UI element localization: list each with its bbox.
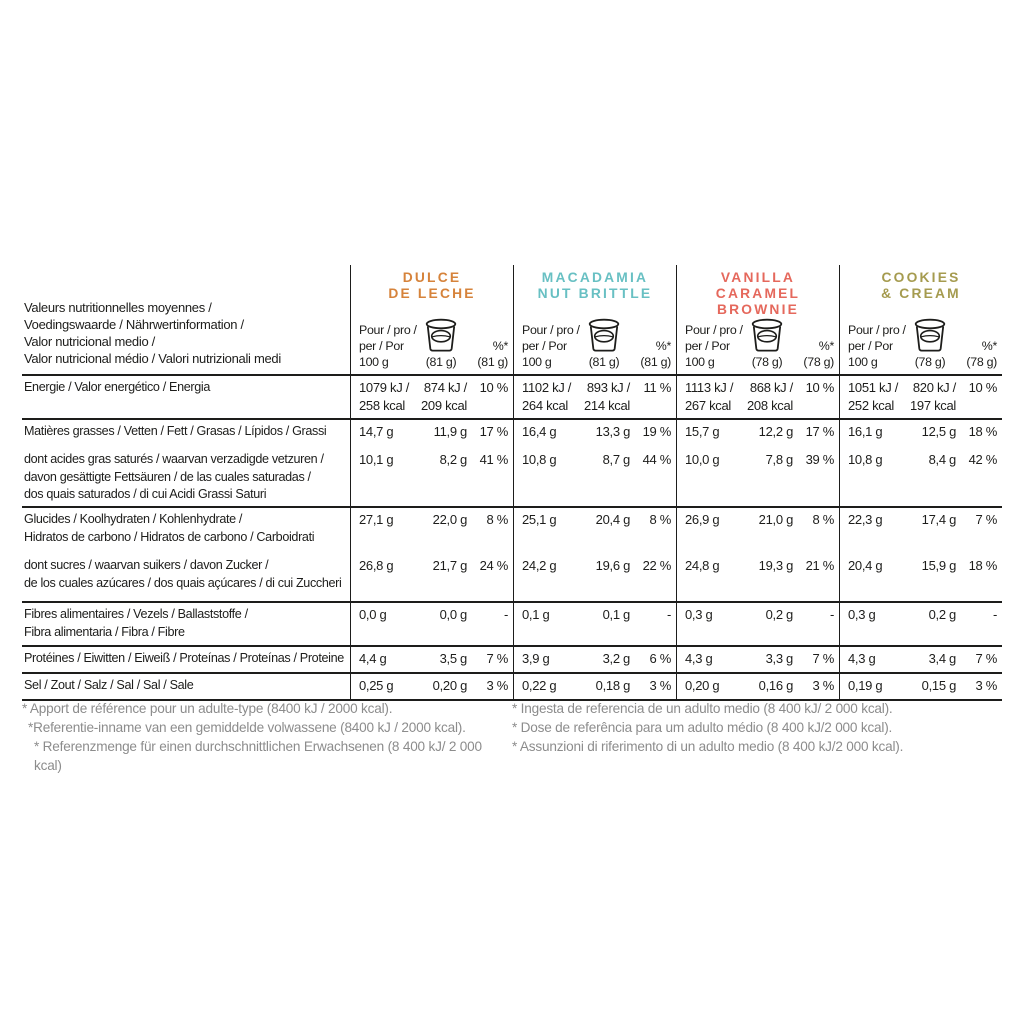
value-percent-ri: 39 %	[805, 452, 834, 467]
value-per-portion: 0,20 g	[432, 678, 467, 693]
value-per-100g: 10,0 g	[685, 452, 720, 467]
value-per-portion: 21,0 g	[758, 512, 793, 527]
flavor-values-cell	[839, 448, 1002, 506]
value-per-100g: 0,1 g	[522, 607, 550, 622]
value-percent-ri: -	[829, 607, 834, 622]
value-per-100g: 3,9 g	[522, 651, 550, 666]
percent-symbol: %*	[492, 339, 508, 353]
footnote: * Dose de referência para um adulto médio (8 400 kJ/2 000 kcal).	[512, 720, 893, 735]
per-portion-header	[578, 318, 630, 370]
value-per-100g: 15,7 g	[685, 424, 720, 439]
value-percent-ri: 11 %	[643, 380, 671, 395]
table-row-fibre	[22, 601, 1002, 645]
row-label: Energie / Valor energético / Energia	[24, 380, 210, 394]
value-per-portion: 820 kJ / 197 kcal	[909, 380, 956, 413]
value-percent-ri: 3 %	[486, 678, 508, 693]
value-percent-ri: 17 %	[805, 424, 834, 439]
flavor-values-cell	[676, 603, 839, 645]
value-percent-ri: 41 %	[479, 452, 508, 467]
footnotes	[22, 699, 1002, 775]
value-percent-ri: 6 %	[649, 651, 671, 666]
value-per-100g: 0,22 g	[522, 678, 557, 693]
table-row-protein	[22, 645, 1002, 672]
value-per-100g: 25,1 g	[522, 512, 557, 527]
value-percent-ri: 19 %	[642, 424, 671, 439]
flavor-values-cell	[676, 647, 839, 672]
value-per-portion: 0,15 g	[921, 678, 956, 693]
flavor-values-cell	[513, 647, 676, 672]
value-percent-ri: -	[992, 607, 997, 622]
value-percent-ri: 42 %	[968, 452, 997, 467]
table-row-fat	[22, 418, 1002, 448]
row-label: Fibres alimentaires / Vezels / Ballaststoffe / Fibra alimentaria / Fibra / Fibre	[24, 607, 248, 639]
table-title-line: Voedingswaarde / Nährwertinformation /	[24, 317, 244, 332]
value-per-portion: 15,9 g	[921, 558, 956, 573]
value-per-100g: 22,3 g	[848, 512, 883, 527]
value-per-portion: 20,4 g	[595, 512, 630, 527]
value-percent-ri: 10 %	[968, 380, 997, 395]
flavor-values-cell	[676, 554, 839, 601]
value-per-100g: 20,4 g	[848, 558, 883, 573]
value-per-100g: 1102 kJ / 264 kcal	[522, 380, 572, 413]
value-per-portion: 3,4 g	[928, 651, 956, 666]
flavor-values-cell	[513, 554, 676, 601]
footnote: * Ingesta de referencia de un adulto medio (8 400 kJ/ 2 000 kcal).	[512, 701, 893, 716]
percent-header	[467, 338, 513, 370]
flavor-values-cell	[350, 603, 513, 645]
value-per-100g: 0,0 g	[359, 607, 387, 622]
value-per-portion: 0,18 g	[595, 678, 630, 693]
footnote: * Assunzioni di riferimento di un adulto medio (8 400 kJ/2 000 kcal).	[512, 739, 904, 754]
footnote: * Apport de référence pour un adulte-type (8400 kJ / 2000 kcal).	[22, 701, 393, 716]
footnote: *Referentie-inname van een gemiddelde volwassene (8400 kJ / 2000 kcal).	[28, 720, 466, 735]
value-per-portion: 3,2 g	[602, 651, 630, 666]
value-percent-ri: 24 %	[479, 558, 508, 573]
value-per-100g: 16,1 g	[848, 424, 883, 439]
value-per-100g: 10,8 g	[522, 452, 557, 467]
value-percent-ri: 22 %	[642, 558, 671, 573]
value-per-100g: 4,4 g	[359, 651, 387, 666]
flavor-values-cell	[513, 674, 676, 699]
value-per-portion: 8,4 g	[928, 452, 956, 467]
flavor-values-cell	[513, 448, 676, 506]
table-title-line: Valor nutricional médio / Valori nutrizionali medi	[24, 351, 281, 366]
value-per-portion: 12,5 g	[921, 424, 956, 439]
flavor-name: MACADAMIA NUT BRITTLE	[537, 270, 653, 301]
value-per-100g: 14,7 g	[359, 424, 394, 439]
row-label: Glucides / Koolhydraten / Kohlenhydrate / Hidratos de carbono / Hidratos de carbono / Carboidrati	[24, 512, 315, 544]
row-label: Sel / Zout / Salz / Sal / Sal / Sale	[24, 678, 194, 692]
percent-header	[793, 338, 839, 370]
portion-weight: (78 g)	[751, 355, 783, 369]
value-per-portion: 3,5 g	[439, 651, 467, 666]
portion-weight: (81 g)	[588, 355, 620, 369]
value-per-portion: 22,0 g	[432, 512, 467, 527]
percent-symbol: %*	[981, 339, 997, 353]
row-label: Matières grasses / Vetten / Fett / Grasas / Lípidos / Grassi	[24, 424, 327, 438]
value-percent-ri: 7 %	[975, 651, 997, 666]
percent-portion-weight: (78 g)	[803, 355, 834, 369]
value-percent-ri: 21 %	[805, 558, 834, 573]
row-label: dont sucres / waarvan suikers / davon Zucker / de los cuales azúcares / dos quais açúcares / di cui Zuccheri	[24, 558, 342, 590]
value-percent-ri: 44 %	[642, 452, 671, 467]
value-per-100g: 16,4 g	[522, 424, 557, 439]
footnote: * Referenzmenge für einen durchschnittlichen Erwachsenen (8 400 kJ/ 2 000 kcal)	[34, 739, 482, 773]
flavor-values-cell	[839, 674, 1002, 699]
flavor-values-cell	[839, 647, 1002, 672]
value-per-100g: 27,1 g	[359, 512, 394, 527]
value-percent-ri: 10 %	[479, 380, 508, 395]
table-row-sugars	[22, 554, 1002, 601]
value-per-100g: 1051 kJ / 252 kcal	[848, 380, 899, 413]
value-per-100g: 0,3 g	[685, 607, 713, 622]
flavor-values-cell	[676, 448, 839, 506]
flavor-values-cell	[839, 508, 1002, 554]
value-per-portion: 0,16 g	[758, 678, 793, 693]
per-100g-header: Pour / pro / per / Por 100 g	[359, 323, 417, 369]
ice-cream-cup-icon	[912, 318, 948, 353]
per-portion-header	[904, 318, 956, 370]
ice-cream-cup-icon	[423, 318, 459, 353]
flavor-name: COOKIES & CREAM	[881, 270, 961, 301]
value-per-portion: 7,8 g	[765, 452, 793, 467]
value-percent-ri: 3 %	[649, 678, 671, 693]
flavor-values-cell	[513, 420, 676, 448]
value-per-100g: 0,19 g	[848, 678, 883, 693]
value-percent-ri: 17 %	[479, 424, 508, 439]
value-percent-ri: -	[666, 607, 671, 622]
value-per-100g: 0,20 g	[685, 678, 720, 693]
value-per-100g: 4,3 g	[685, 651, 713, 666]
per-100g-header: Pour / pro / per / Por 100 g	[848, 323, 906, 369]
value-per-portion: 0,1 g	[602, 607, 630, 622]
flavor-values-cell	[513, 508, 676, 554]
value-per-100g: 10,1 g	[359, 452, 394, 467]
percent-symbol: %*	[655, 339, 671, 353]
ice-cream-cup-icon	[586, 318, 622, 353]
value-per-100g: 0,3 g	[848, 607, 876, 622]
table-row-energy	[22, 376, 1002, 418]
flavor-name: DULCE DE LECHE	[388, 270, 476, 301]
table-row-carbs	[22, 506, 1002, 554]
row-label: dont acides gras saturés / waarvan verzadigde vetzuren / davon gesättigte Fettsäuren / de las cuales saturadas / dos quais saturados / di cui Acidi Grassi Saturi	[24, 452, 324, 501]
footnotes-right	[512, 699, 1002, 775]
value-per-100g: 26,8 g	[359, 558, 394, 573]
value-percent-ri: 3 %	[812, 678, 834, 693]
flavor-values-cell	[676, 376, 839, 418]
value-percent-ri: 8 %	[812, 512, 834, 527]
percent-portion-weight: (81 g)	[477, 355, 508, 369]
flavor-column-header	[350, 265, 513, 374]
flavor-name: VANILLA CARAMEL BROWNIE	[715, 270, 801, 317]
table-row-salt	[22, 672, 1002, 699]
value-per-portion: 868 kJ / 208 kcal	[746, 380, 793, 413]
value-per-portion: 11,9 g	[433, 424, 467, 439]
value-per-portion: 893 kJ / 214 kcal	[583, 380, 630, 413]
value-per-portion: 13,3 g	[595, 424, 630, 439]
flavor-values-cell	[350, 554, 513, 601]
per-100g-header: Pour / pro / per / Por 100 g	[522, 323, 580, 369]
value-per-portion: 874 kJ / 209 kcal	[420, 380, 467, 413]
flavor-values-cell	[513, 603, 676, 645]
flavor-values-cell	[839, 603, 1002, 645]
per-portion-header	[741, 318, 793, 370]
flavor-values-cell	[350, 376, 513, 418]
value-per-100g: 4,3 g	[848, 651, 876, 666]
flavor-values-cell	[676, 420, 839, 448]
value-percent-ri: 18 %	[968, 424, 997, 439]
value-per-portion: 19,3 g	[758, 558, 793, 573]
portion-weight: (81 g)	[425, 355, 457, 369]
value-percent-ri: 3 %	[975, 678, 997, 693]
value-per-portion: 8,7 g	[602, 452, 630, 467]
table-body	[22, 376, 1002, 699]
value-per-portion: 0,0 g	[439, 607, 467, 622]
value-per-portion: 19,6 g	[595, 558, 630, 573]
table-title	[22, 265, 350, 374]
value-percent-ri: 18 %	[968, 558, 997, 573]
flavor-column-header	[839, 265, 1002, 374]
flavor-values-cell	[350, 508, 513, 554]
value-per-100g: 1113 kJ / 267 kcal	[685, 380, 734, 413]
flavor-values-cell	[350, 647, 513, 672]
flavor-values-cell	[839, 376, 1002, 418]
value-per-portion: 0,2 g	[928, 607, 956, 622]
value-per-portion: 0,2 g	[765, 607, 793, 622]
per-portion-header	[415, 318, 467, 370]
percent-header	[630, 338, 676, 370]
percent-portion-weight: (81 g)	[640, 355, 671, 369]
value-percent-ri: -	[503, 607, 508, 622]
value-per-portion: 12,2 g	[758, 424, 793, 439]
flavor-values-cell	[350, 674, 513, 699]
value-per-100g: 10,8 g	[848, 452, 883, 467]
flavor-values-cell	[513, 376, 676, 418]
value-per-100g: 24,2 g	[522, 558, 557, 573]
row-label: Protéines / Eiwitten / Eiweiß / Proteínas / Proteínas / Proteine	[24, 651, 344, 665]
flavor-column-header	[513, 265, 676, 374]
value-per-portion: 21,7 g	[432, 558, 467, 573]
value-per-portion: 8,2 g	[439, 452, 467, 467]
footnotes-left	[22, 699, 512, 775]
table-row-satfat	[22, 448, 1002, 506]
value-percent-ri: 7 %	[975, 512, 997, 527]
flavor-values-cell	[676, 508, 839, 554]
value-percent-ri: 10 %	[805, 380, 834, 395]
table-title-line: Valor nutricional medio /	[24, 334, 155, 349]
flavor-values-cell	[676, 674, 839, 699]
per-100g-header: Pour / pro / per / Por 100 g	[685, 323, 743, 369]
flavor-values-cell	[350, 448, 513, 506]
nutrition-table	[22, 265, 1002, 701]
percent-portion-weight: (78 g)	[966, 355, 997, 369]
flavor-values-cell	[839, 554, 1002, 601]
flavor-column-header	[676, 265, 839, 374]
ice-cream-cup-icon	[749, 318, 785, 353]
value-percent-ri: 7 %	[486, 651, 508, 666]
value-per-100g: 1079 kJ / 258 kcal	[359, 380, 410, 413]
value-per-portion: 17,4 g	[921, 512, 956, 527]
portion-weight: (78 g)	[914, 355, 946, 369]
value-per-portion: 3,3 g	[765, 651, 793, 666]
value-per-100g: 24,8 g	[685, 558, 720, 573]
percent-symbol: %*	[818, 339, 834, 353]
value-percent-ri: 8 %	[649, 512, 671, 527]
value-percent-ri: 8 %	[486, 512, 508, 527]
flavor-values-cell	[350, 420, 513, 448]
percent-header	[956, 338, 1002, 370]
flavor-values-cell	[839, 420, 1002, 448]
value-per-100g: 26,9 g	[685, 512, 720, 527]
header-row	[22, 265, 1002, 376]
table-title-line: Valeurs nutritionnelles moyennes /	[24, 300, 212, 315]
value-per-100g: 0,25 g	[359, 678, 394, 693]
value-percent-ri: 7 %	[812, 651, 834, 666]
